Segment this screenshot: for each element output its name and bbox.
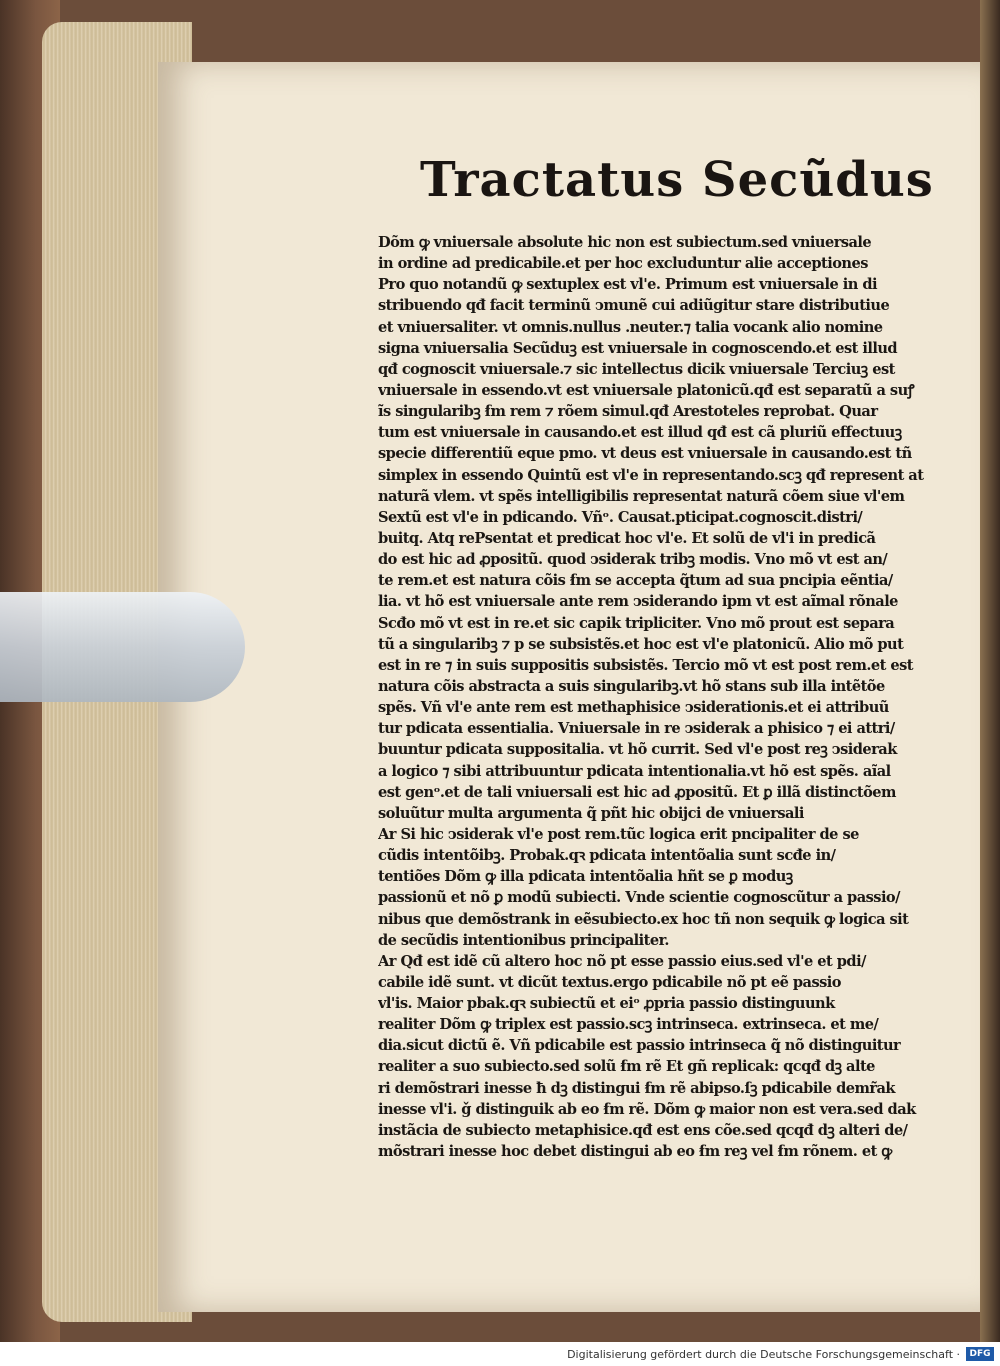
text-line: soluũtur multa argumenta q̃ pñt hic obijci de vniuersali	[378, 804, 804, 822]
text-line: spẽs. Vñ vl'e ante rem est methaphisice ↄsiderationis.et ei attribuũ	[378, 699, 889, 717]
text-line: Ar Si hic ↄsiderak vl'e post rem.tũc logica erit pncipaliter de se	[378, 825, 859, 843]
text-line: passionũ et nõ ꝑ modũ subiecti. Vnde scientie cognoscũtur a passio/	[378, 889, 900, 907]
footer-bar	[0, 1342, 1000, 1366]
dfg-logo: DFG	[966, 1347, 994, 1361]
text-line: Ar Qđ est idẽ cũ altero hoc nõ pt esse passio eius.sed vl'e et pdi/	[378, 952, 866, 970]
text-line: de secũdis intentionibus principaliter.	[378, 931, 669, 949]
footer-credit: Digitalisierung gefördert durch die Deutsche Forschungsgemeinschaft ·	[567, 1347, 960, 1361]
text-line: dia.sicut dictũ ẽ. Vñ pdicabile est passio intrinseca q̃ nõ distinguitur	[378, 1037, 901, 1055]
text-line: cũdis intentõibꝫ. Probak.qꝛ pdicata intentõalia sunt scđe in/	[378, 847, 836, 865]
text-line: tentiões Dõm ꝙ illa pdicata intentõalia hñt se ꝑ moduꝫ	[378, 868, 793, 886]
text-line: vl'is. Maior pbak.qꝛ subiectũ et eiᵒ ꝓpria passio distinguunk	[378, 995, 835, 1013]
text-line: tum est vniuersale in causando.et est illud qđ est cã pluriũ effectuuꝫ	[378, 424, 902, 442]
text-line: cabile idẽ sunt. vt dicũt textus.ergo pdicabile nõ pt eẽ passio	[378, 973, 841, 991]
text-line: Sextũ est vl'e in pdicando. Vñᵒ. Causat.pticipat.cognoscit.distri/	[378, 508, 863, 526]
text-line: realiter a suo subiecto.sed solũ ẜm rẽ Et gñ replicak: qcqđ dꝫ alte	[378, 1058, 875, 1076]
text-line: instãcia de subiecto metaphisice.qđ est ens cõe.sed qcqđ dꝫ alteri de/	[378, 1121, 908, 1139]
metal-clip	[0, 592, 245, 702]
page-title: Tractatus Secũdus	[420, 152, 934, 208]
text-line: do est hic ad ꝓpositũ. quod ↄsiderak tribꝫ modis. Vno mõ vt est an/	[378, 551, 888, 569]
text-line: natura cõis abstracta a suis singularibꝫ.vt hõ stans sub illa intẽtõe	[378, 677, 885, 695]
text-line: buuntur pdicata suppositalia. vt hõ currit. Sed vl'e post reꝫ ↄsiderak	[378, 741, 897, 759]
text-line: specie differentiũ eque pmo. vt deus est vniuersale in causando.est tñ	[378, 445, 912, 463]
text-line: Dõm ꝙ vniuersale absolute hic non est subiectum.sed vniuersale	[378, 234, 872, 251]
text-line: signa vniuersalia Secũduꝫ est vniuersale in cognoscendo.et est illud	[378, 339, 898, 357]
text-line: simplex in essendo Quintũ est vl'e in representando.scꝫ qđ represent at	[378, 466, 924, 484]
text-line: ri demõstrari inesse ħ dꝫ distingui ẜm rẽ abipso.ſꝫ pdicabile demr̃ak	[378, 1079, 895, 1097]
text-line: et vniuersaliter. vt omnis.nullus .neuter.⁊ talia vocank alio nomine	[378, 318, 883, 336]
text-line: nibus que demõstrank in eẽsubiecto.ex hoc tñ non sequik ꝙ logica sit	[378, 910, 909, 928]
text-line: te rem.et est natura cõis ẜm se accepta q̃tum ad sua pncipia eẽntia/	[378, 572, 893, 590]
text-line: inesse vl'i. ǧ distinguik ab eo ẜm rẽ. Dõm ꝙ maior non est vera.sed dak	[378, 1100, 916, 1118]
text-line: stribuendo qđ facit terminũ ↄmunẽ cui adiũgitur stare distributiue	[378, 297, 890, 315]
page-text	[378, 232, 928, 1162]
text-line: qđ cognoscit vniuersale.⁊ sic intellectus dicik vniuersale Terciuꝫ est	[378, 360, 895, 378]
text-line: mõstrari inesse hoc debet distingui ab eo ẜm reꝫ vel ẜm rõnem. et ꝙ	[378, 1143, 892, 1161]
text-line: Scđo mõ vt est in re.et sic capik tripliciter. Vno mõ prout est separa	[378, 614, 895, 632]
text-line: Pro quo notandũ ꝙ sextuplex est vl'e. Primum est vniuersale in di	[378, 276, 877, 294]
book-right-edge	[980, 0, 1000, 1342]
text-line: tur pdicata essentialia. Vniuersale in re ↄsiderak a phisico ⁊ ei attri/	[378, 720, 895, 738]
text-line: ĩs singularibꝫ ẜm rem ⁊ rõem simul.qđ Arestoteles reprobat. Quar	[378, 403, 878, 421]
text-line: naturã vlem. vt spẽs intelligibilis representat naturã cõem siue vl'em	[378, 487, 905, 505]
text-line: lia. vt hõ est vniuersale ante rem ↄsiderando ipm vt est aĩmal rõnale	[378, 593, 898, 611]
text-line: a logico ⁊ sibi attribuuntur pdicata intentionalia.vt hõ est spẽs. aĩal	[378, 762, 891, 780]
text-line: vniuersale in essendo.vt est vniuersale platonicũ.qđ est separatũ a suꝭ	[378, 381, 915, 399]
text-line: buitq. Atq rePsentat et predicat hoc vl'e. Et solũ de vl'i in predicã	[378, 529, 876, 547]
text-line: est in re ⁊ in suis suppositis subsistẽs. Tercio mõ vt est post rem.et est	[378, 656, 913, 674]
text-line: tũ a singularibꝫ ⁊ p se subsistẽs.et hoc est vl'e platonicũ. Alio mõ put	[378, 635, 904, 653]
text-line: realiter Dõm ꝙ triplex est passio.scꝫ intrinseca. extrinseca. et me/	[378, 1016, 879, 1034]
text-line: in ordine ad predicabile.et per hoc excluduntur alie acceptiones	[378, 255, 868, 273]
text-line: est genᵒ.et de tali vniuersali est hic ad ꝓpositũ. Et ꝑ illã distinctõem	[378, 783, 896, 801]
